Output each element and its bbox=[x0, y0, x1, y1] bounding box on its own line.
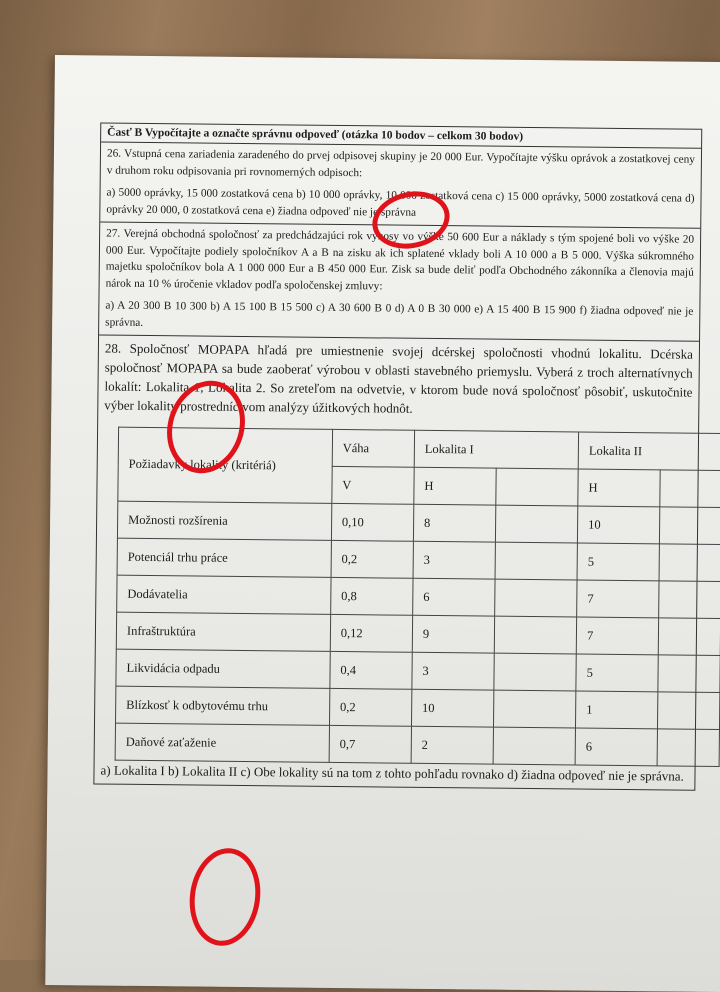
criterion-cell: Infraštruktúra bbox=[116, 612, 330, 651]
empty-cell bbox=[494, 616, 576, 654]
exam-sheet bbox=[45, 55, 720, 992]
empty-cell bbox=[496, 468, 578, 506]
location-2-score: 7 bbox=[576, 617, 658, 655]
empty-cell bbox=[660, 470, 720, 508]
weight-cell: 0,2 bbox=[331, 540, 413, 578]
subheader-location-2: H bbox=[578, 469, 660, 507]
location-1-score: 10 bbox=[411, 689, 493, 727]
criterion-cell: Blízkosť k odbytovému trhu bbox=[116, 686, 330, 725]
subheader-location-1: H bbox=[414, 467, 496, 505]
location-1-score: 3 bbox=[412, 652, 494, 690]
location-2-score: 6 bbox=[575, 728, 657, 766]
header-weight: Váha bbox=[332, 429, 414, 467]
weight-cell: 0,2 bbox=[329, 688, 411, 726]
location-2-score: 5 bbox=[577, 543, 659, 581]
location-1-score: 2 bbox=[411, 726, 493, 764]
table-row bbox=[117, 501, 720, 544]
empty-cell bbox=[659, 581, 720, 619]
header-location-2: Lokalita II bbox=[578, 432, 720, 471]
table-row bbox=[116, 686, 720, 729]
empty-cell bbox=[495, 505, 577, 543]
location-2-score: 5 bbox=[576, 654, 658, 692]
table-row bbox=[115, 723, 719, 766]
weight-cell: 0,12 bbox=[330, 614, 412, 652]
table-row bbox=[117, 538, 720, 581]
header-location-1: Lokalita I bbox=[414, 430, 579, 469]
location-2-score: 1 bbox=[576, 691, 658, 729]
location-1-score: 3 bbox=[413, 541, 495, 579]
empty-cell bbox=[658, 618, 720, 656]
section-header: Časť B Vypočítajte a označte správnu odpoveď (otázka 10 bodov – celkom 30 bodov) bbox=[101, 123, 701, 148]
empty-cell bbox=[495, 542, 577, 580]
weight-cell: 0,8 bbox=[330, 577, 412, 615]
location-2-score: 10 bbox=[577, 506, 659, 544]
question-27-options: a) A 20 300 B 10 300 b) A 15 100 B 15 500 c) A 30 600 B 0 d) A 0 B 30 000 e) A 15 400 B 15 900 f) žiadna odpoveď nie je správna. bbox=[105, 299, 694, 329]
criterion-cell: Možnosti rozšírenia bbox=[117, 501, 331, 540]
question-26-options: a) 5000 oprávky, 15 000 zostatková cena b) 10 000 oprávky, 10 000 zostatková cena c) 15 000 oprávky, 5000 zostatková cena d) oprávky 20 000, 0 zostatková cena e) žiadna odpoveď nie je správna bbox=[106, 186, 695, 219]
question-28-options: a) Lokalita I b) Lokalita II c) Obe lokality sú na tom z tohto pohľadu rovnako d) žiadna odpoveď nie je správna. bbox=[100, 762, 684, 784]
location-2-score: 7 bbox=[577, 580, 659, 618]
header-criteria: Požiadavky lokality (kritériá) bbox=[118, 427, 333, 503]
location-1-score: 9 bbox=[412, 615, 494, 653]
empty-cell bbox=[658, 692, 720, 730]
empty-cell bbox=[494, 653, 576, 691]
empty-cell bbox=[495, 579, 577, 617]
table-row bbox=[116, 649, 720, 692]
table-row bbox=[117, 575, 720, 618]
subheader-weight: V bbox=[332, 466, 414, 504]
location-1-score: 6 bbox=[413, 578, 495, 616]
empty-cell bbox=[493, 727, 575, 765]
empty-cell bbox=[493, 690, 575, 728]
location-1-score: 8 bbox=[413, 504, 495, 542]
empty-cell bbox=[659, 544, 720, 582]
criterion-cell: Daňové zaťaženie bbox=[115, 723, 329, 762]
empty-cell bbox=[658, 655, 720, 693]
criterion-cell: Dodávatelia bbox=[117, 575, 331, 614]
weight-cell: 0,4 bbox=[330, 651, 412, 689]
table-row bbox=[116, 612, 720, 655]
criteria-table bbox=[115, 427, 720, 767]
question-26-text: 26. Vstupná cena zariadenia zaradeného do prvej odpisovej skupiny je 20 000 Eur. Vypočítajte výšku oprávok a zostatkovej ceny v druhom roku odpisovania pri rovnomerných odpisoch: bbox=[106, 147, 696, 179]
question-27-text: 27. Verejná obchodná spoločnosť za predchádzajúci rok výnosy vo výške 50 600 Eur a náklady s tým spojené boli vo výške 20 000 Eur. Vypočítajte podiely spoločníkov A a B na zisku ak ich splatené vklady boli A 10 000 a B 5 000. Výška súkromného majetku spoločníkov bola A 1 000 000 Eur a B 450 000 Eur. Zisk sa bude deliť podľa Obchodného zákonníka a členovia majú nárok na 10 % úročenie vkladov podľa spoločenskej zmluvy: bbox=[105, 227, 695, 292]
criterion-cell: Potenciál trhu práce bbox=[117, 538, 331, 577]
criterion-cell: Likvidácia odpadu bbox=[116, 649, 330, 688]
question-28-text: 28. Spoločnosť MOPAPA hľadá pre umiestnenie svojej dcérskej spoločnosti vhodnú lokalitu. Dcérska spoločnosť MOPAPA sa bude zaoberať výrobou v oblasti stavebného priemyslu. Vyberá z troch alternatívnych lokalít: Lokalita 1, Lokalita 2. So zreteľom na odvetvie, v ktorom bude nová spoločnosť pôsobiť, uskutočnite výber lokality prostredníctvom analýzy úžitkových hodnôt. bbox=[104, 340, 693, 416]
weight-cell: 0,10 bbox=[331, 503, 413, 541]
empty-cell bbox=[657, 729, 719, 767]
weight-cell: 0,7 bbox=[329, 725, 411, 763]
empty-cell bbox=[660, 507, 720, 545]
